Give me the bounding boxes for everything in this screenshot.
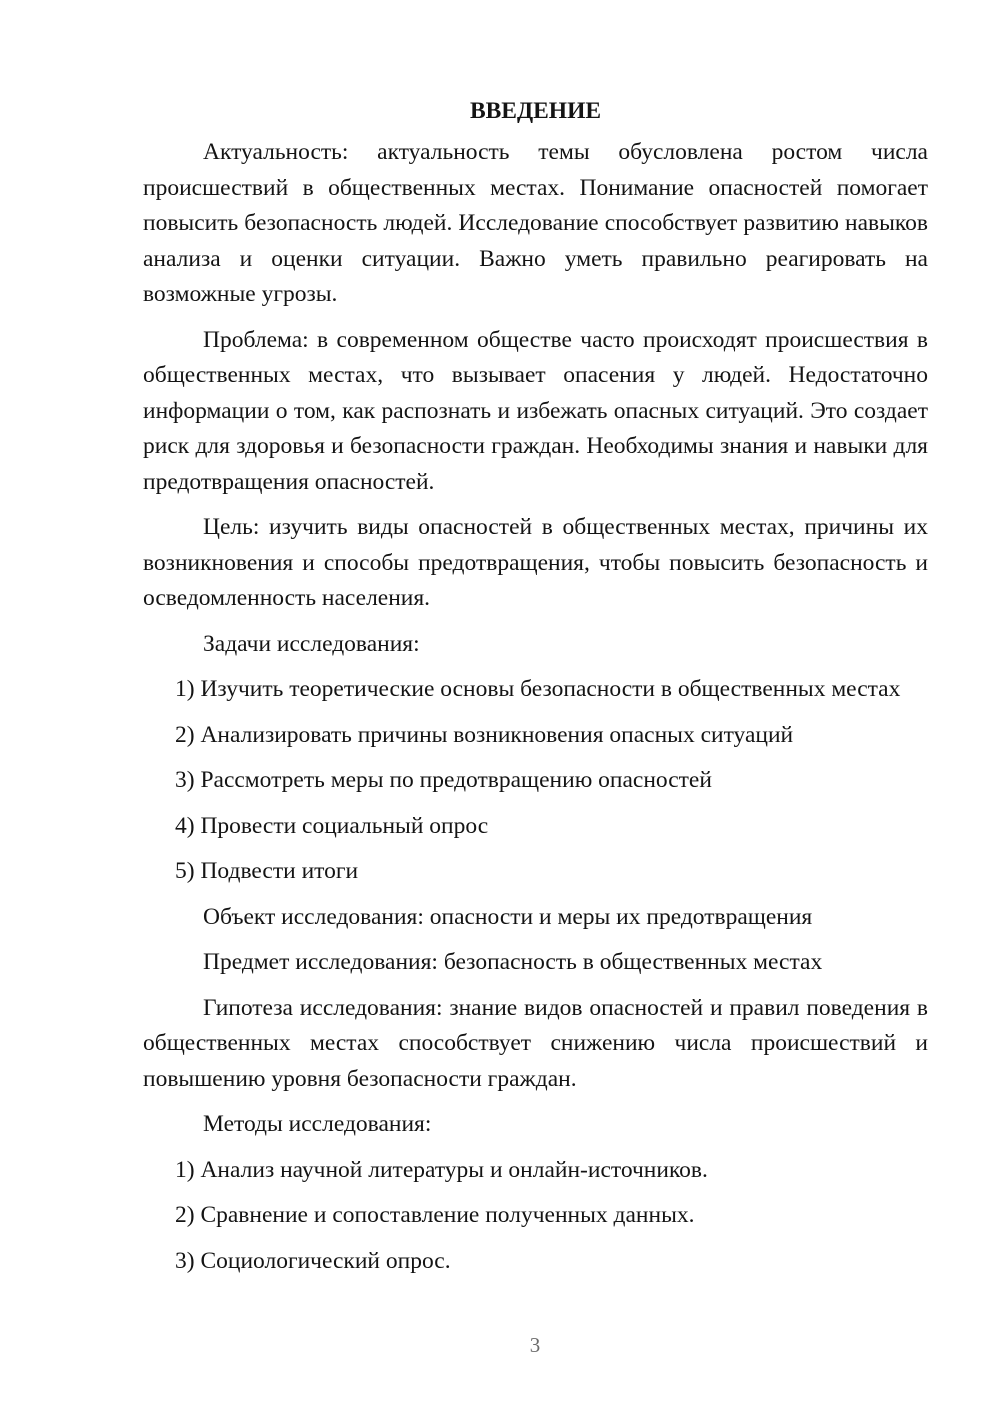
- method-item-3: 3) Социологический опрос.: [175, 1247, 451, 1274]
- section-title: ВВЕДЕНИЕ: [469, 98, 602, 124]
- task-item-2: 2) Анализировать причины возникновения опасных ситуаций: [175, 721, 794, 748]
- tasks-heading: Задачи исследования:: [203, 630, 420, 657]
- relevance-paragraph: Актуальность: актуальность темы обусловлена ростом числа происшествий в общественных местах. Понимание опасностей помогает повысить безопасность людей. Исследование способствует развитию навыков анализа и оценки ситуации. Важно уметь правильно реагировать на возможные угрозы.: [143, 139, 928, 307]
- methods-heading: Методы исследования:: [203, 1111, 432, 1137]
- method-item-1: 1) Анализ научной литературы и онлайн-источников.: [175, 1156, 708, 1183]
- task-item-1: 1) Изучить теоретические основы безопасности в общественных местах: [175, 676, 901, 702]
- task-item-3: 3) Рассмотреть меры по предотвращению опасностей: [175, 767, 712, 793]
- task-item-4: 4) Провести социальный опрос: [175, 812, 489, 839]
- page-content: [143, 94, 928, 1279]
- page-number: 3: [529, 1333, 541, 1357]
- task-item-5: 5) Подвести итоги: [175, 858, 359, 884]
- problem-paragraph: Проблема: в современном обществе часто происходят происшествия в общественных местах, что вызывает опасения у людей. Недостаточно информации о том, как распознать и избежать опасных ситуаций. Это создает риск для здоровья и безопасности граждан. Необходимы знания и навыки для предотвращения опасностей.: [143, 326, 928, 495]
- method-item-2: 2) Сравнение и сопоставление полученных данных.: [175, 1202, 695, 1228]
- object-paragraph: Объект исследования: опасности и меры их предотвращения: [203, 903, 813, 930]
- subject-paragraph: Предмет исследования: безопасность в общественных местах: [203, 949, 823, 975]
- hypothesis-paragraph: Гипотеза исследования: знание видов опасностей и правил поведения в общественных местах способствует снижению числа происшествий и повышению уровня безопасности граждан.: [143, 994, 928, 1092]
- goal-paragraph: Цель: изучить виды опасностей в общественных местах, причины их возникновения и способы предотвращения, чтобы повысить безопасность и осведомленность населения.: [143, 514, 928, 611]
